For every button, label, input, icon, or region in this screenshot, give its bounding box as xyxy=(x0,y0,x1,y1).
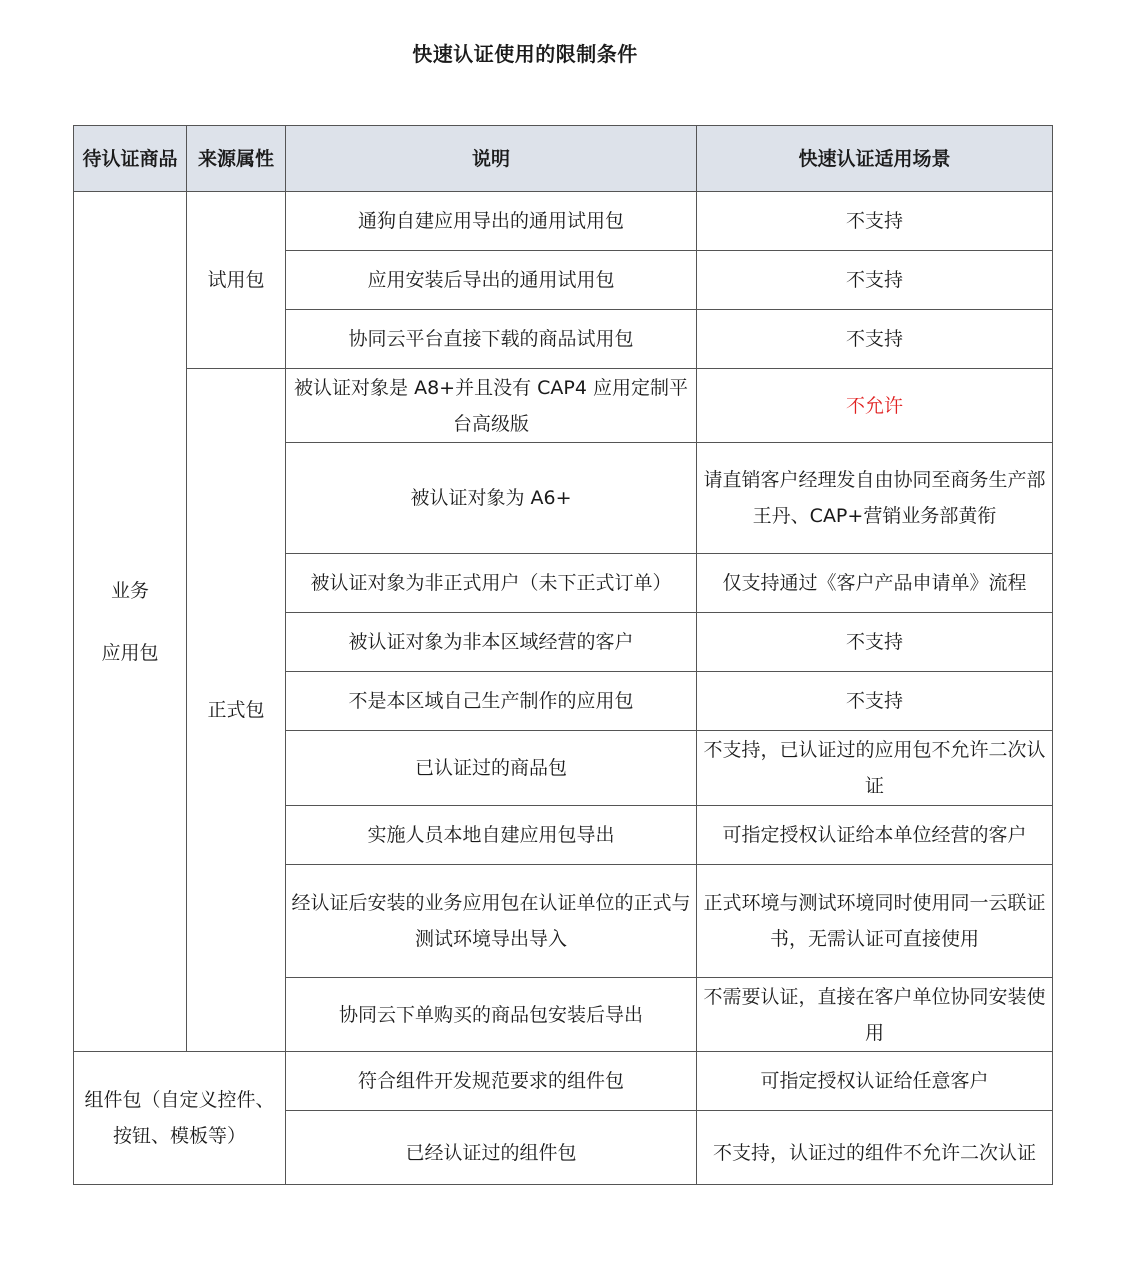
table-row xyxy=(74,1052,1053,1111)
source-formal: 正式包 xyxy=(187,369,286,1052)
table-row xyxy=(74,192,1053,251)
row-scene: 可指定授权认证给本单位经营的客户 xyxy=(697,806,1053,865)
row-description: 通狗自建应用导出的通用试用包 xyxy=(286,192,697,251)
row-scene-warning: 不允许 xyxy=(697,369,1053,443)
group-business-app: 业务 应用包 xyxy=(74,192,187,1052)
row-description: 被认证对象为非正式用户（未下正式订单） xyxy=(286,554,697,613)
row-scene: 不支持，认证过的组件不允许二次认证 xyxy=(697,1111,1053,1185)
header-product: 待认证商品 xyxy=(74,126,187,192)
row-description: 被认证对象为非本区域经营的客户 xyxy=(286,613,697,672)
restriction-table xyxy=(73,125,1053,1185)
row-scene: 不支持，已认证过的应用包不允许二次认证 xyxy=(697,731,1053,806)
row-scene: 正式环境与测试环境同时使用同一云联证书，无需认证可直接使用 xyxy=(697,865,1053,978)
row-scene: 可指定授权认证给任意客户 xyxy=(697,1052,1053,1111)
header-scene: 快速认证适用场景 xyxy=(697,126,1053,192)
header-description: 说明 xyxy=(286,126,697,192)
row-scene: 仅支持通过《客户产品申请单》流程 xyxy=(697,554,1053,613)
row-description: 实施人员本地自建应用包导出 xyxy=(286,806,697,865)
row-description: 符合组件开发规范要求的组件包 xyxy=(286,1052,697,1111)
row-scene: 请直销客户经理发自由协同至商务生产部王丹、CAP+营销业务部黄衔 xyxy=(697,443,1053,554)
row-description: 不是本区域自己生产制作的应用包 xyxy=(286,672,697,731)
row-description: 被认证对象为 A6+ xyxy=(286,443,697,554)
row-scene: 不支持 xyxy=(697,251,1053,310)
row-description: 经认证后安装的业务应用包在认证单位的正式与测试环境导出导入 xyxy=(286,865,697,978)
header-source: 来源属性 xyxy=(187,126,286,192)
row-description: 已经认证过的组件包 xyxy=(286,1111,697,1185)
table-row xyxy=(74,369,1053,443)
group-component-package: 组件包（自定义控件、 按钮、模板等） xyxy=(74,1052,286,1185)
row-description: 协同云下单购买的商品包安装后导出 xyxy=(286,978,697,1052)
row-scene: 不支持 xyxy=(697,613,1053,672)
row-scene: 不支持 xyxy=(697,310,1053,369)
row-scene: 不支持 xyxy=(697,672,1053,731)
row-description: 被认证对象是 A8+并且没有 CAP4 应用定制平台高级版 xyxy=(286,369,697,443)
row-description: 协同云平台直接下载的商品试用包 xyxy=(286,310,697,369)
row-scene: 不支持 xyxy=(697,192,1053,251)
row-scene: 不需要认证，直接在客户单位协同安装使用 xyxy=(697,978,1053,1052)
source-trial: 试用包 xyxy=(187,192,286,369)
row-description: 已认证过的商品包 xyxy=(286,731,697,806)
page-title: 快速认证使用的限制条件 xyxy=(412,42,638,66)
row-description: 应用安装后导出的通用试用包 xyxy=(286,251,697,310)
table-header-row xyxy=(74,126,1053,192)
